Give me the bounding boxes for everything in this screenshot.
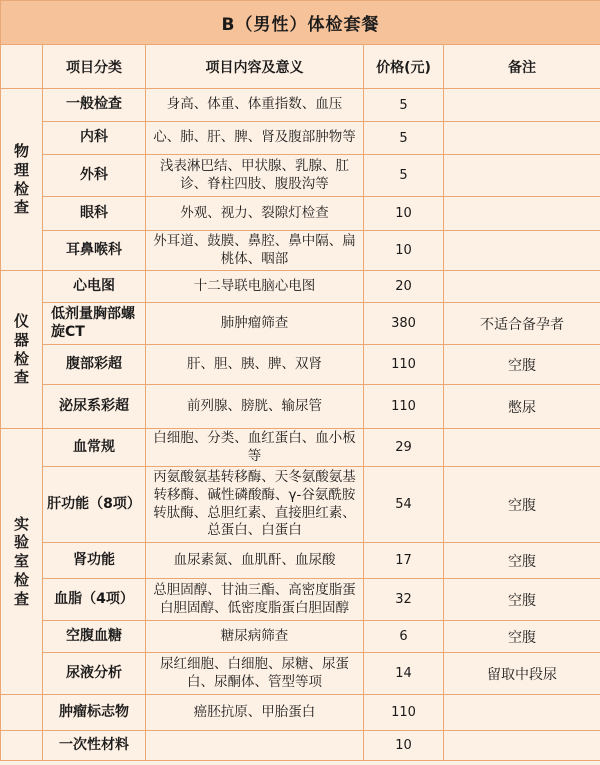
- table-row: [1, 579, 600, 621]
- item-content: 外耳道、鼓膜、鼻腔、鼻中隔、扁桃体、咽部: [146, 231, 364, 271]
- table-row: [1, 271, 600, 303]
- header-category: 项目分类: [43, 45, 146, 89]
- item-name: 泌尿系彩超: [43, 385, 146, 429]
- item-name: 眼科: [43, 197, 146, 231]
- item-note: [444, 89, 600, 122]
- item-content: 前列腺、膀胱、输尿管: [146, 385, 364, 429]
- item-note: 空腹: [444, 345, 600, 385]
- item-price: 5: [364, 155, 444, 197]
- item-price: 17: [364, 543, 444, 579]
- item-name: 内科: [43, 122, 146, 155]
- table-row: [1, 731, 600, 761]
- item-content: 肺肿瘤筛查: [146, 303, 364, 345]
- table-row: [1, 197, 600, 231]
- item-name: 肝功能（8项）: [43, 467, 146, 543]
- item-content: 尿红细胞、白细胞、尿糖、尿蛋白、尿酮体、管型等项: [146, 653, 364, 695]
- item-note: 空腹: [444, 467, 600, 543]
- item-content: 白细胞、分类、血红蛋白、血小板等: [146, 429, 364, 467]
- item-note: [444, 271, 600, 303]
- item-note: 留取中段尿: [444, 653, 600, 695]
- item-price: 6: [364, 621, 444, 653]
- table-row: [1, 621, 600, 653]
- item-name: 空腹血糖: [43, 621, 146, 653]
- item-content: [146, 731, 364, 761]
- item-name: 肾功能: [43, 543, 146, 579]
- item-name: 一次性材料: [43, 731, 146, 761]
- item-price: 10: [364, 731, 444, 761]
- header-row: [1, 45, 600, 89]
- item-name: 血常规: [43, 429, 146, 467]
- item-content: 心、肺、肝、脾、肾及腹部肿物等: [146, 122, 364, 155]
- item-content: 丙氨酸氨基转移酶、天冬氨酸氨基转移酶、碱性磷酸酶、γ-谷氨酰胺转肽酶、总胆红素、直接胆红素、总蛋白、白蛋白: [146, 467, 364, 543]
- item-note: 不适合备孕者: [444, 303, 600, 345]
- item-price: 32: [364, 579, 444, 621]
- table-row: [1, 345, 600, 385]
- table-row: [1, 122, 600, 155]
- group-blank: [1, 731, 43, 761]
- table-row: [1, 89, 600, 122]
- item-name: 血脂（4项）: [43, 579, 146, 621]
- item-price: 380: [364, 303, 444, 345]
- item-price: 14: [364, 653, 444, 695]
- item-content: 肝、胆、胰、脾、双肾: [146, 345, 364, 385]
- item-name: 一般检查: [43, 89, 146, 122]
- table-row: [1, 155, 600, 197]
- header-note: 备注: [444, 45, 600, 89]
- item-content: 浅表淋巴结、甲状腺、乳腺、肛诊、脊柱四肢、腹股沟等: [146, 155, 364, 197]
- item-name: 耳鼻喉科: [43, 231, 146, 271]
- table-row: [1, 429, 600, 467]
- item-note: 空腹: [444, 579, 600, 621]
- item-note: [444, 429, 600, 467]
- item-name: 外科: [43, 155, 146, 197]
- item-content: 糖尿病筛查: [146, 621, 364, 653]
- item-content: 血尿素氮、血肌酐、血尿酸: [146, 543, 364, 579]
- item-price: 29: [364, 429, 444, 467]
- table-title: B（男性）体检套餐: [1, 1, 600, 45]
- item-price: 110: [364, 345, 444, 385]
- item-note: [444, 231, 600, 271]
- group-blank: [1, 695, 43, 731]
- header-blank: [1, 45, 43, 89]
- header-content: 项目内容及意义: [146, 45, 364, 89]
- title-row: [1, 1, 600, 45]
- item-price: 5: [364, 89, 444, 122]
- item-note: [444, 731, 600, 761]
- table-row: [1, 467, 600, 543]
- header-price: 价格(元): [364, 45, 444, 89]
- item-price: 20: [364, 271, 444, 303]
- table-row: [1, 303, 600, 345]
- item-content: 十二导联电脑心电图: [146, 271, 364, 303]
- item-name: 心电图: [43, 271, 146, 303]
- item-price: 10: [364, 197, 444, 231]
- item-content: 总胆固醇、甘油三酯、高密度脂蛋白胆固醇、低密度脂蛋白胆固醇: [146, 579, 364, 621]
- group-instrument: 仪 器 检 查: [1, 271, 43, 429]
- item-price: 10: [364, 231, 444, 271]
- table-row: [1, 543, 600, 579]
- item-note: [444, 122, 600, 155]
- item-price: 110: [364, 695, 444, 731]
- table-row: [1, 231, 600, 271]
- group-lab: 实 验 室 检 查: [1, 429, 43, 695]
- item-content: 身高、体重、体重指数、血压: [146, 89, 364, 122]
- table-row: [1, 385, 600, 429]
- item-note: 空腹: [444, 543, 600, 579]
- item-price: 110: [364, 385, 444, 429]
- table-row: [1, 653, 600, 695]
- item-note: [444, 197, 600, 231]
- item-price: 5: [364, 122, 444, 155]
- item-name: 腹部彩超: [43, 345, 146, 385]
- table-row: [1, 695, 600, 731]
- item-content: 外观、视力、裂隙灯检查: [146, 197, 364, 231]
- item-price: 54: [364, 467, 444, 543]
- item-content: 癌胚抗原、甲胎蛋白: [146, 695, 364, 731]
- item-name: 肿瘤标志物: [43, 695, 146, 731]
- item-name: 低剂量胸部螺旋CT: [43, 303, 146, 345]
- item-note: 憋尿: [444, 385, 600, 429]
- item-note: 空腹: [444, 621, 600, 653]
- item-note: [444, 695, 600, 731]
- item-name: 尿液分析: [43, 653, 146, 695]
- group-physical: 物 理 检 查: [1, 89, 43, 271]
- item-note: [444, 155, 600, 197]
